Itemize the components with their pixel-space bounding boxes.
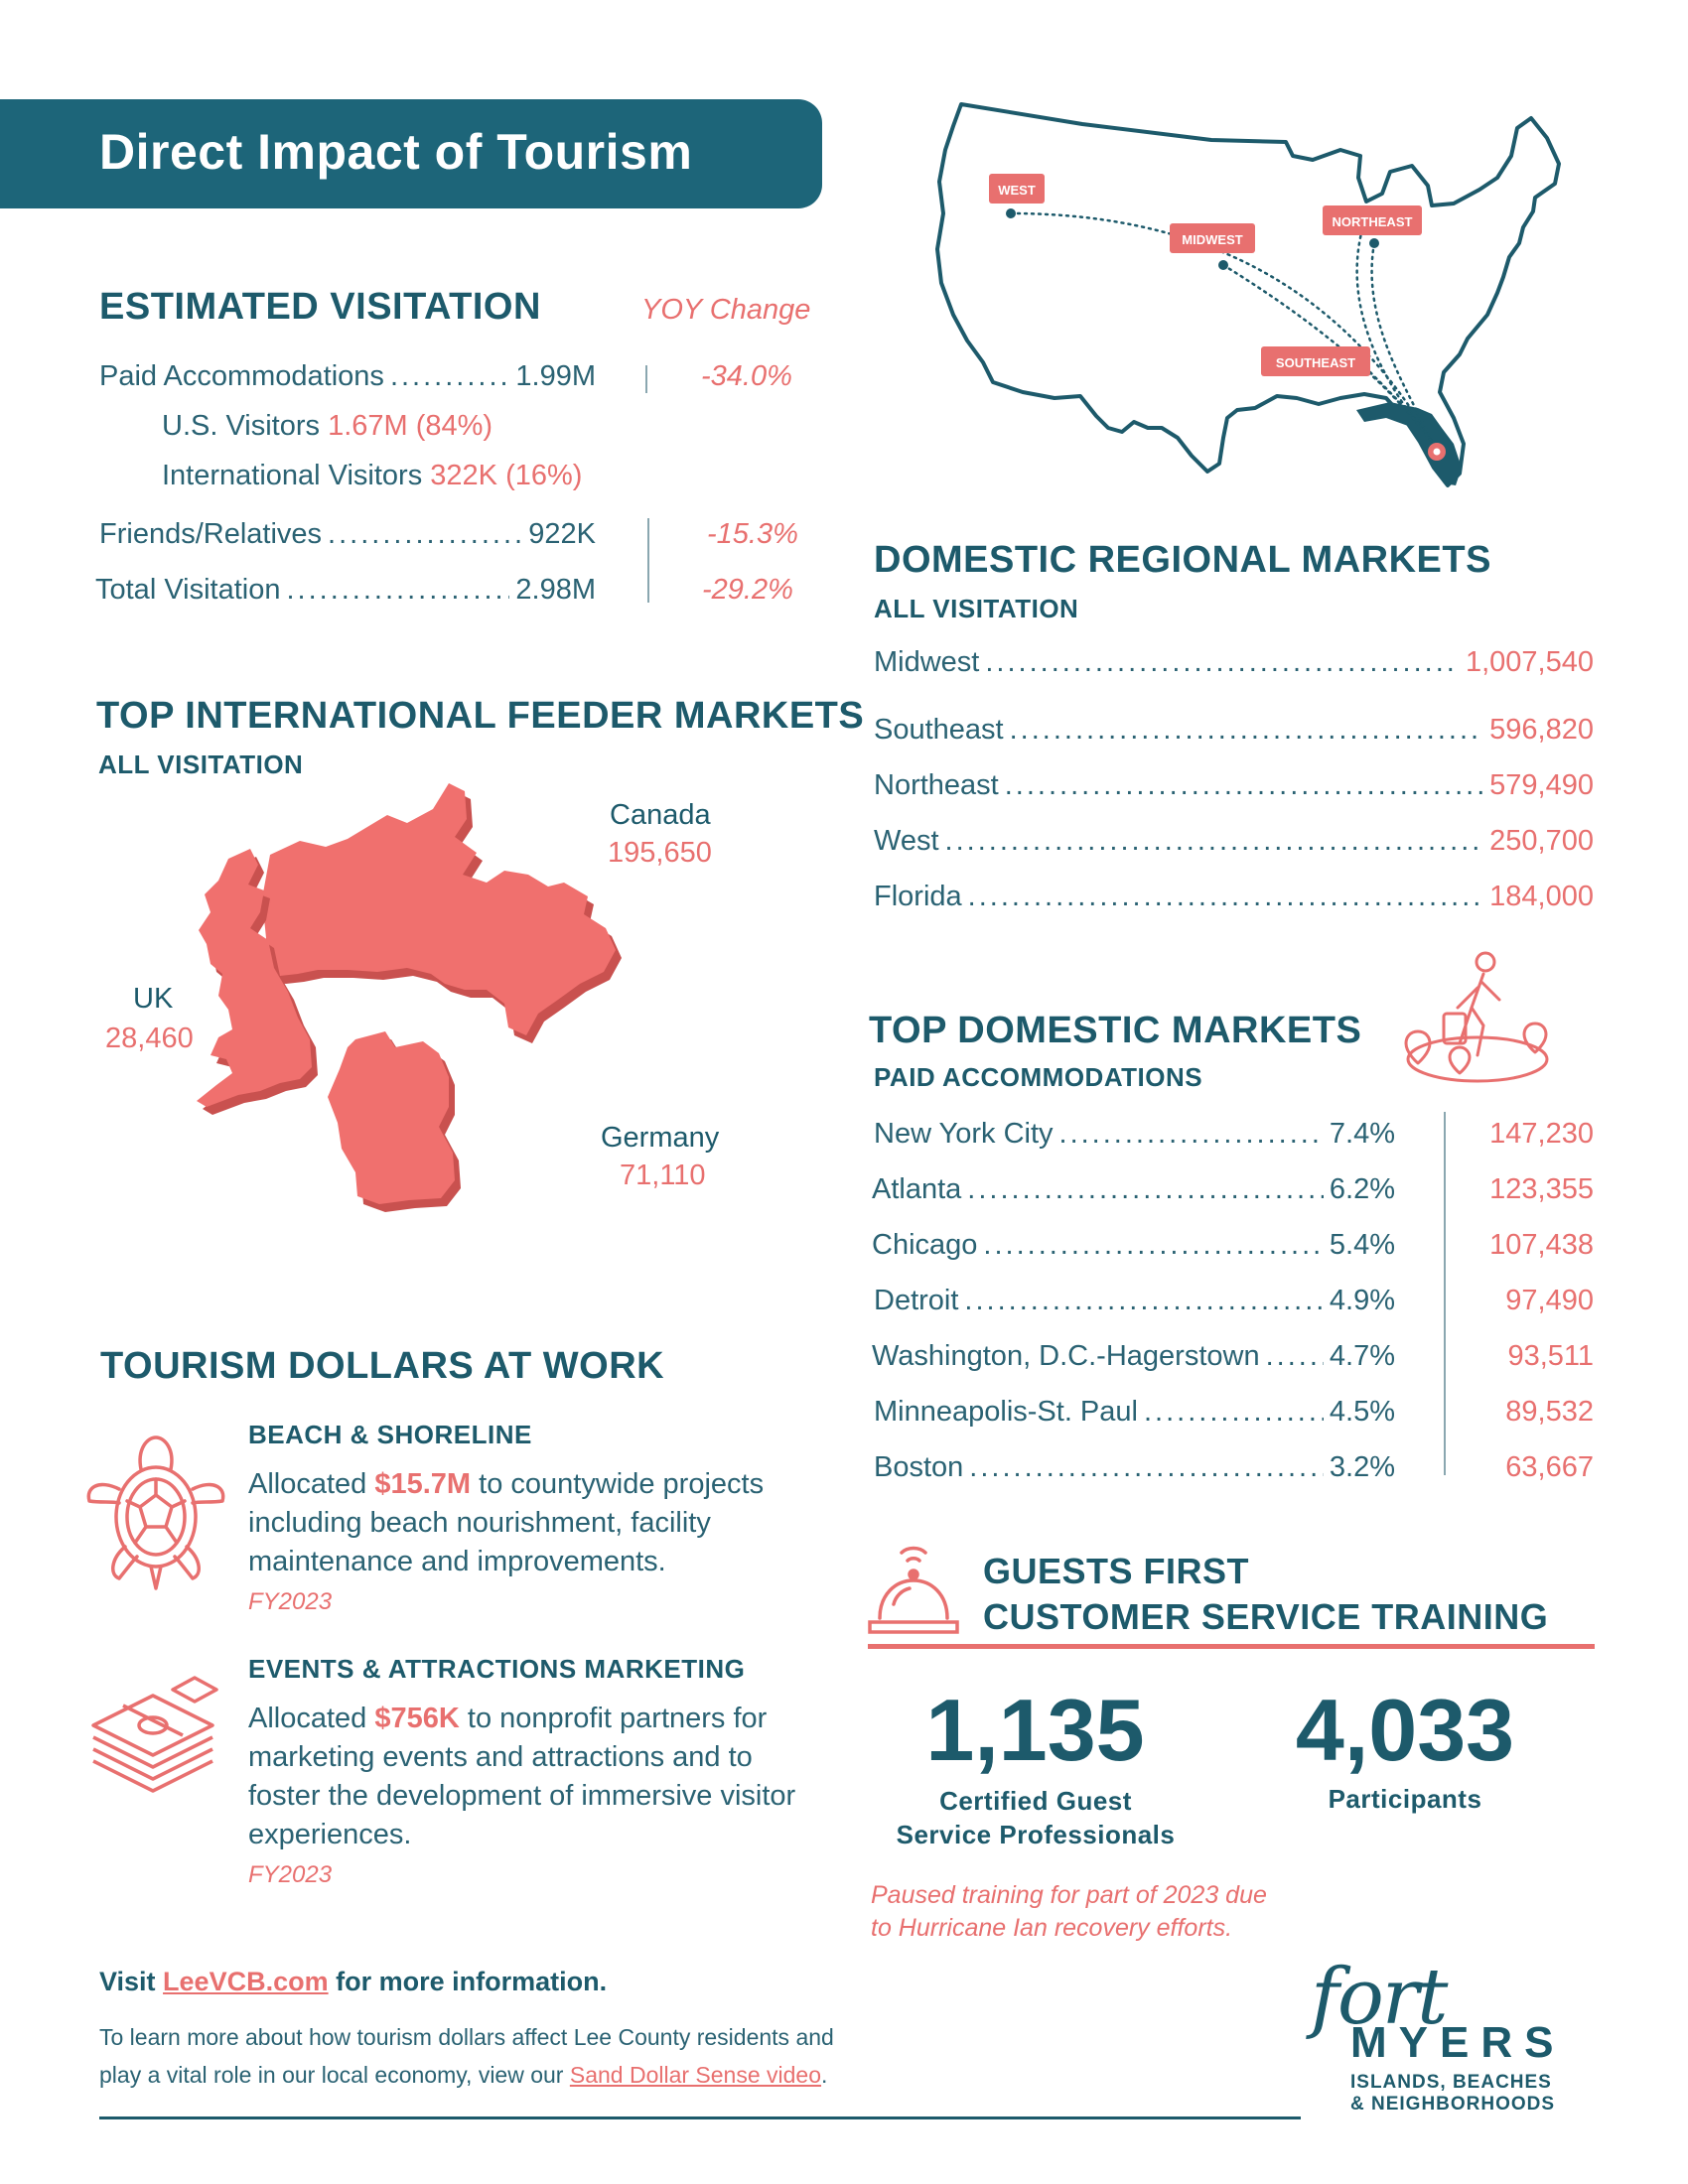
germany-value: 71,110: [620, 1160, 706, 1191]
logo-script: fort: [1311, 1953, 1447, 2042]
intl-visitors-row: International Visitors 322K (16%): [162, 460, 583, 491]
certified-label: Certified Guest Service Professionals: [896, 1786, 1176, 1849]
top-domestic-row: New York City ..... 7.4%: [874, 1118, 1395, 1151]
sand-dollar-video-link[interactable]: Sand Dollar Sense video: [569, 2062, 822, 2088]
region-midwest-label: MIDWEST: [1182, 232, 1243, 247]
region-west-label: WEST: [998, 183, 1036, 198]
paid-yoy: -34.0%: [701, 360, 792, 392]
top-domestic-value: 123,355: [1489, 1173, 1594, 1205]
divider: [645, 365, 647, 393]
germany-map-face: [328, 1031, 455, 1204]
participants-number: 4,033: [1295, 1681, 1515, 1779]
us-outline-icon: [937, 104, 1559, 485]
international-subheading: ALL VISITATION: [98, 750, 304, 779]
top-domestic-row: Minneapolis-St. Paul ..... 4.5%: [874, 1396, 1395, 1429]
logo-word: MYERS: [1350, 2018, 1566, 2067]
friends-relatives-row: Friends/Relatives ..... 922K: [99, 518, 596, 551]
top-domestic-row: Detroit ..... 4.9%: [874, 1285, 1395, 1317]
turtle-icon: [81, 1430, 230, 1598]
domestic-regional-subheading: ALL VISITATION: [874, 594, 1079, 623]
logo-tagline-1: ISLANDS, BEACHES: [1350, 2072, 1552, 2093]
region-tag-southeast: [1261, 346, 1370, 376]
international-heading: TOP INTERNATIONAL FEEDER MARKETS: [96, 695, 865, 737]
germany-label: Germany: [601, 1122, 720, 1154]
service-bell-icon: [864, 1539, 963, 1638]
events-fy: FY2023: [248, 1861, 333, 1888]
us-visitors-row: U.S. Visitors 1.67M (84%): [162, 410, 493, 442]
top-domestic-row: Atlanta ..... 6.2%: [872, 1173, 1395, 1206]
events-text: Allocated $756K to nonprofit partners for marketing events and attractions and to foster the development of immersive visitor experiences.: [248, 1703, 796, 1850]
learn-more-text: To learn more about how tourism dollars affect Lee County residents and play a vital role in our local economy, view our Sand Dollar Sense video.: [99, 2024, 834, 2088]
regional-row-midwest: Midwest ..... 1,007,540: [874, 646, 1594, 679]
regional-row-northeast: Northeast ..... 579,490: [874, 769, 1594, 802]
beach-title: BEACH & SHORELINE: [248, 1420, 532, 1449]
region-tag-west: [989, 174, 1045, 204]
domestic-regional-heading: DOMESTIC REGIONAL MARKETS: [874, 539, 1491, 581]
beach-text: Allocated $15.7M to countywide projects including beach nourishment, facility maintenance and improvements.: [248, 1468, 765, 1577]
canada-label: Canada: [610, 799, 711, 831]
region-southeast-label: SOUTHEAST: [1275, 355, 1356, 370]
training-note: Paused training for part of 2023 due to Hurricane Ian recovery efforts.: [871, 1881, 1267, 1942]
region-tag-northeast: [1323, 205, 1422, 235]
beach-fy: FY2023: [248, 1588, 333, 1615]
friends-yoy: -15.3%: [707, 518, 798, 550]
traveler-icon: [1398, 948, 1557, 1087]
top-domestic-value: 97,490: [1505, 1285, 1594, 1316]
dollars-heading: TOURISM DOLLARS AT WORK: [100, 1345, 665, 1387]
total-yoy: -29.2%: [702, 574, 793, 606]
visit-line: Visit LeeVCB.com for more information.: [99, 1967, 608, 1996]
fort-myers-logo: [1301, 1953, 1599, 2129]
certified-number: 1,135: [925, 1681, 1145, 1779]
footer-rule: [99, 2116, 1301, 2119]
total-visitation-row: Total Visitation ..... 2.98M: [95, 574, 596, 607]
top-domestic-value: 93,511: [1507, 1340, 1594, 1372]
regional-row-florida: Florida ..... 184,000: [874, 881, 1594, 913]
header-banner: [0, 99, 822, 208]
top-domestic-row: Washington, D.C.-Hagerstown ..... 4.7%: [872, 1340, 1395, 1373]
top-domestic-value: 107,438: [1489, 1229, 1594, 1261]
canada-value: 195,650: [608, 837, 712, 869]
top-domestic-row: Chicago ..... 5.4%: [872, 1229, 1395, 1262]
uk-value: 28,460: [105, 1023, 194, 1054]
top-domestic-subheading: PAID ACCOMMODATIONS: [874, 1062, 1203, 1092]
visitation-heading: ESTIMATED VISITATION: [99, 286, 541, 328]
yoy-label: YOY Change: [641, 294, 811, 326]
money-stack-icon: [83, 1676, 222, 1795]
participants-label: Participants: [1328, 1784, 1482, 1814]
paid-accommodations-row: Paid Accommodations ..... 1.99M: [99, 360, 596, 393]
divider: [647, 518, 649, 603]
uk-label: UK: [133, 983, 174, 1015]
top-domestic-value: 147,230: [1489, 1118, 1594, 1150]
region-northeast-label: NORTHEAST: [1332, 214, 1413, 229]
top-domestic-value: 89,532: [1505, 1396, 1594, 1428]
regional-row-west: West ..... 250,700: [874, 825, 1594, 858]
logo-tagline-2: & NEIGHBORHOODS: [1350, 2094, 1556, 2115]
page-title: Direct Impact of Tourism: [99, 124, 693, 180]
regional-row-southeast: Southeast ..... 596,820: [874, 714, 1594, 747]
guests-first-rule: [868, 1644, 1595, 1649]
top-domestic-heading: TOP DOMESTIC MARKETS: [869, 1010, 1362, 1051]
leevcb-link[interactable]: LeeVCB.com: [163, 1967, 329, 1996]
divider: [1444, 1112, 1446, 1475]
events-title: EVENTS & ATTRACTIONS MARKETING: [248, 1654, 746, 1684]
region-tag-midwest: [1170, 223, 1255, 253]
us-map: [923, 94, 1599, 501]
top-domestic-value: 63,667: [1505, 1451, 1594, 1483]
top-domestic-row: Boston ..... 3.2%: [874, 1451, 1395, 1484]
guests-first-heading: GUESTS FIRST CUSTOMER SERVICE TRAINING: [983, 1551, 1549, 1637]
